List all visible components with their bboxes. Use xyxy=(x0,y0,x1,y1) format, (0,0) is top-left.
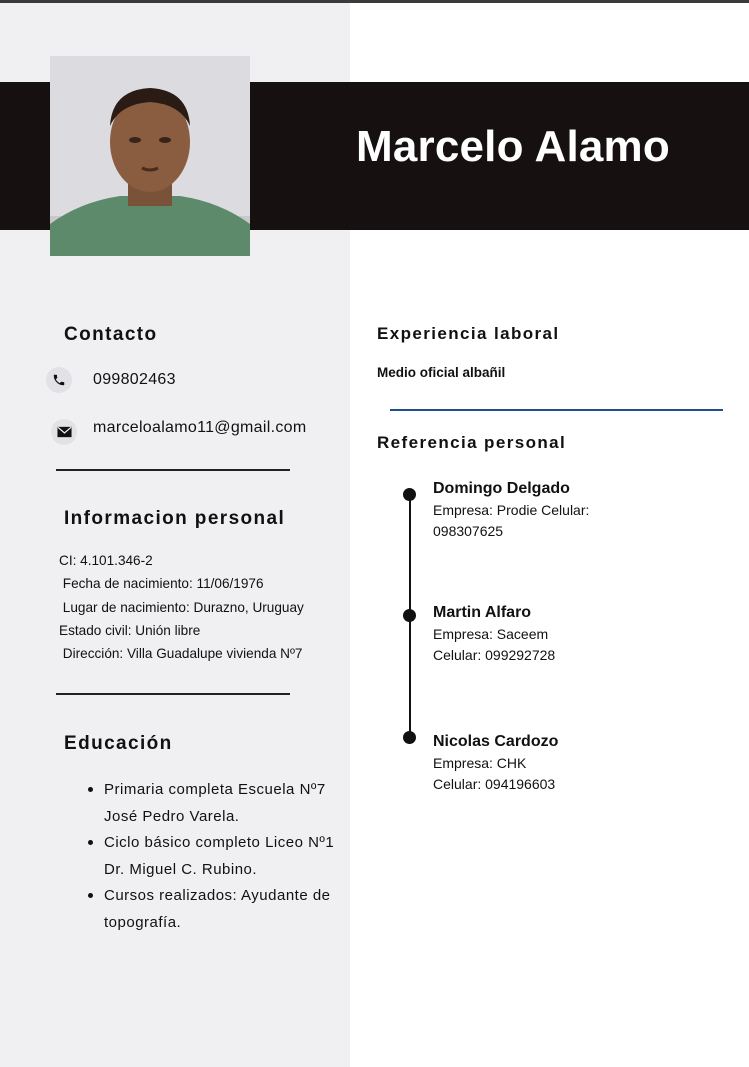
phone-number[interactable]: 099802463 xyxy=(93,371,176,388)
reference-phone: 098307625 xyxy=(433,523,504,539)
personal-info-line: Fecha de nacimiento: 11/06/1976 xyxy=(59,576,264,592)
education-heading: Educación xyxy=(64,733,173,754)
divider-contact xyxy=(56,469,290,471)
education-item: Cursos realizados: Ayudante de topografía. xyxy=(86,883,336,936)
experience-heading: Experiencia laboral xyxy=(377,324,560,343)
reference-name: Domingo Delgado xyxy=(433,480,570,497)
divider-personal xyxy=(56,693,290,695)
email-address[interactable]: marceloalamo11@gmail.com xyxy=(93,419,307,436)
personal-info-list xyxy=(59,549,304,665)
education-item: Ciclo básico completo Liceo Nº1 Dr. Miguel C. Rubino. xyxy=(86,830,336,883)
personal-info-line: CI: 4.101.346-2 xyxy=(59,553,153,568)
reference-name: Nicolas Cardozo xyxy=(433,733,559,750)
reference-company: Empresa: Saceem xyxy=(433,626,549,642)
references-heading: Referencia personal xyxy=(377,433,567,452)
phone-icon xyxy=(46,367,72,393)
personal-info-line: Dirección: Villa Guadalupe vivienda Nº7 xyxy=(59,646,303,662)
timeline-dot xyxy=(403,609,416,622)
timeline-dot xyxy=(403,488,416,501)
contact-heading: Contacto xyxy=(64,324,158,345)
profile-photo xyxy=(50,56,250,256)
reference-item xyxy=(433,731,633,795)
reference-item xyxy=(433,478,633,542)
reference-phone: Celular: 094196603 xyxy=(433,776,556,792)
accent-divider xyxy=(390,409,723,411)
reference-company: Empresa: Prodie Celular: xyxy=(433,502,590,518)
personal-info-line: Estado civil: Unión libre xyxy=(59,622,201,638)
reference-phone: Celular: 099292728 xyxy=(433,647,556,663)
education-item: Primaria completa Escuela Nº7 José Pedro Varela. xyxy=(86,777,336,830)
personal-info-heading: Informacion personal xyxy=(64,508,286,529)
reference-company: Empresa: CHK xyxy=(433,755,527,771)
timeline-dot xyxy=(403,731,416,744)
reference-name: Martin Alfaro xyxy=(433,604,532,621)
personal-info-line: Lugar de nacimiento: Durazno, Uruguay xyxy=(59,599,304,615)
job-title: Medio oficial albañil xyxy=(377,365,506,380)
education-list xyxy=(86,777,336,936)
full-name: Marcelo Alamo xyxy=(356,122,670,171)
envelope-icon xyxy=(51,419,77,445)
reference-item xyxy=(433,602,633,666)
